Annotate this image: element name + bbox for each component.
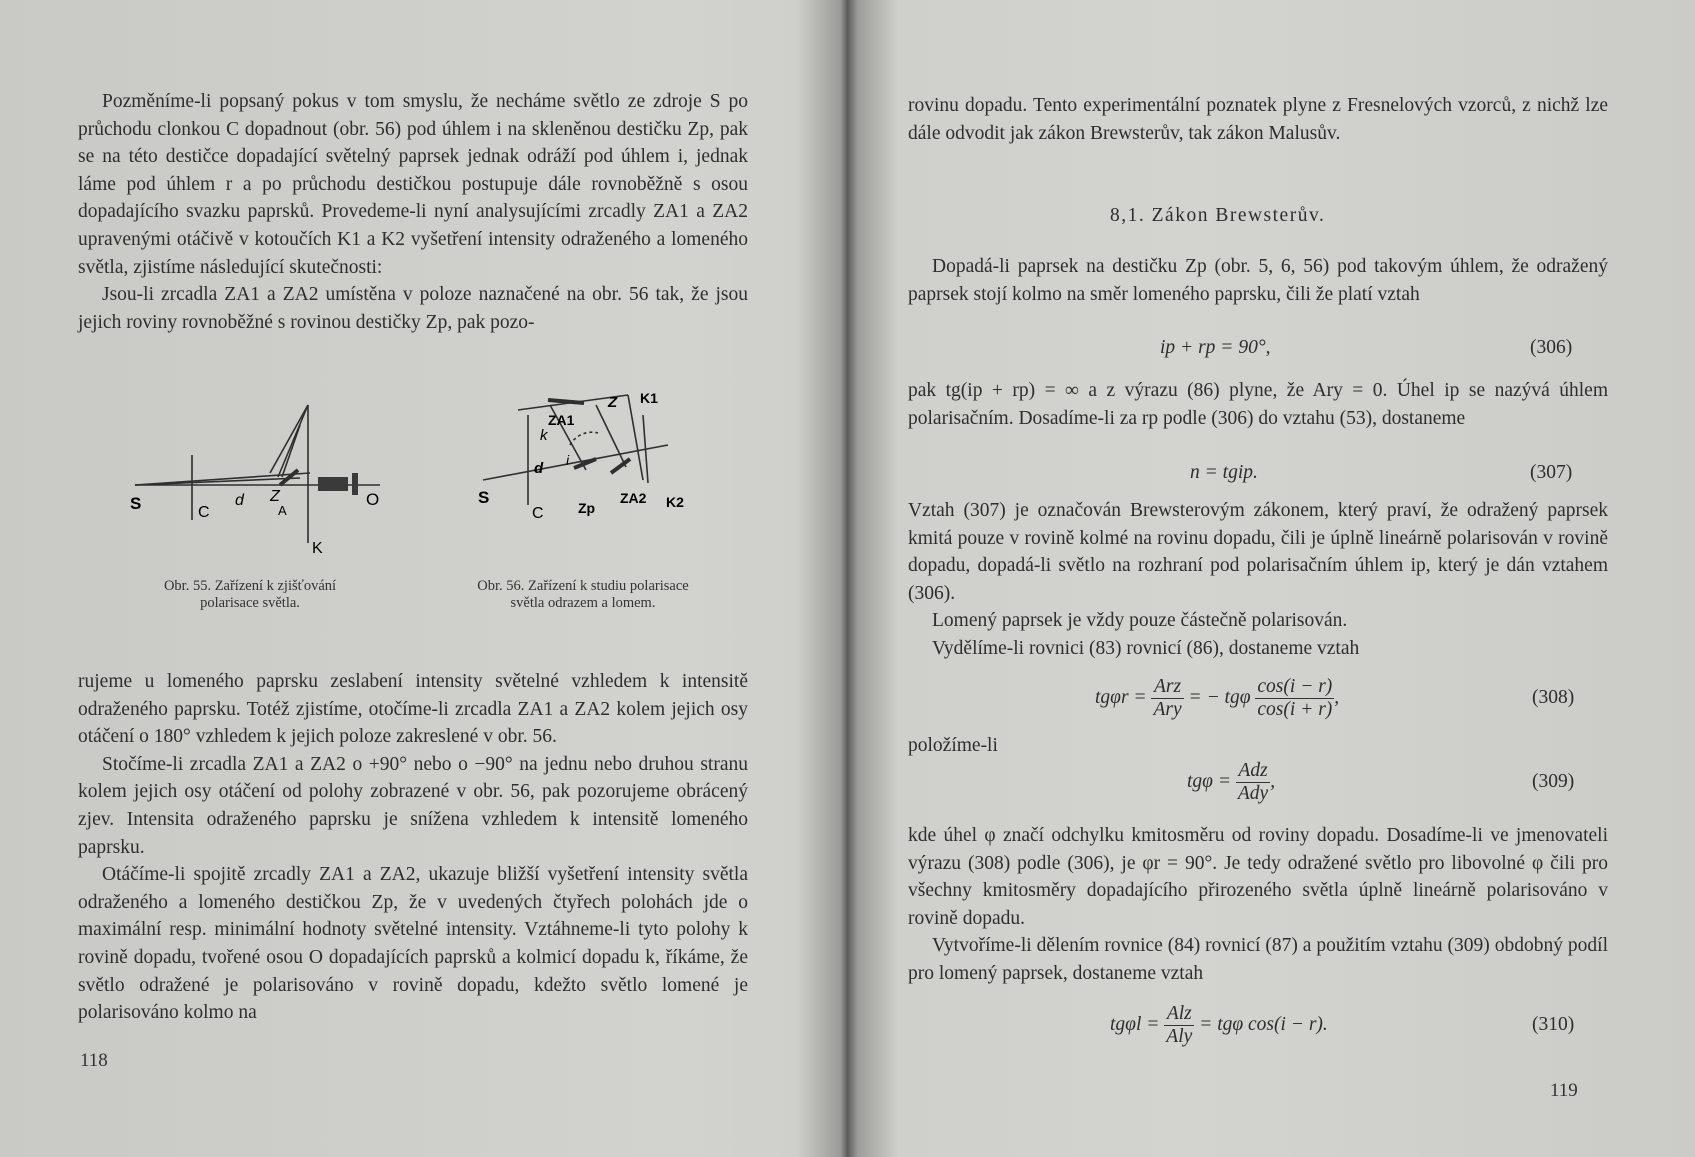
left-page (0, 0, 830, 1157)
eq308-lhs: tgφr = (1095, 686, 1147, 708)
eq309-lhs: tgφ = (1187, 770, 1231, 792)
eq308-mid: = − tgφ (1188, 686, 1251, 708)
left-text-bottom (78, 668, 748, 1027)
eq309-num: Adz (1236, 760, 1270, 783)
right-para-2 (908, 253, 1608, 308)
fig56-label-k: k (540, 427, 548, 444)
figure-55 (120, 385, 390, 560)
equation-306: ip + rp = 90°, (1160, 337, 1271, 358)
equation-310-number: (310) (1532, 1014, 1575, 1035)
eq308-den1: Ary (1153, 699, 1182, 720)
right-para-8: Vytvoříme-li dělením rovnice (84) rovnicí (87) a použitím vztahu (309) obdobný podíl pro lomený paprsek, dostaneme vztah (908, 935, 1608, 984)
eq310-rhs: = tgφ cos(i − r). (1199, 1013, 1328, 1035)
equation-308-number: (308) (1532, 687, 1575, 708)
equation-310 (1110, 1003, 1328, 1048)
eq310-frac (1164, 1003, 1194, 1048)
fig56-label-z: Z (608, 394, 618, 411)
fig56-caption: Obr. 56. Zařízení k studiu polarisace světla odrazem a lomem. (477, 578, 689, 611)
left-para-2: Jsou-li zrcadla ZA1 a ZA2 umístěna v poloze naznačené na obr. 56 tak, že jsou jejich roviny rovnoběžné s rovinou destičky Zp, pak pozo- (78, 284, 748, 333)
right-page-number: 119 (1550, 1080, 1578, 1101)
fig56-label-za1: ZA1 (548, 412, 575, 428)
fig56-label-c: C (532, 505, 544, 522)
eq308-num1: Arz (1151, 676, 1183, 699)
eq308-frac1 (1151, 676, 1183, 721)
eq309-den: Ady (1237, 783, 1269, 804)
eq310-den: Aly (1166, 1026, 1193, 1047)
fig56-label-k1: K1 (640, 390, 658, 406)
right-text-bottom (908, 822, 1608, 988)
fig56-label-za2: ZA2 (620, 490, 647, 506)
fig55-label-d: d (235, 492, 244, 509)
equation-306-number: (306) (1530, 337, 1573, 358)
right-para-4: Vztah (307) je označován Brewsterovým zákonem, který praví, že odražený paprsek kmitá pouze v rovině kolmé na rovinu dopadu, čili je úplně lineárně polarisován v rovině dopadu, dopadá-li světlo na rozhraní pod polarisačním úhlem ip, který je dán vztahem (306). (908, 500, 1608, 604)
right-para-3: pak tg(ip + rp) = ∞ a z výrazu (86) plyne, že Ary = 0. Úhel ip se nazývá úhlem polarisačním. Dosadíme-li za rp podle (306) do vztahu (53), dostaneme (908, 380, 1608, 429)
right-para-7: kde úhel φ značí odchylku kmitosměru od roviny dopadu. Dosadíme-li ve jmenovateli výrazu (308) podle (306), je φr = 90°. Je tedy odražené světlo pro libovolné φ čili pro všechny kmitosměry dopadajícího přirozeného světla úplně lineárně polarisováno v rovině dopadu. (908, 825, 1608, 929)
right-para-1: rovinu dopadu. Tento experimentální poznatek plyne z Fresnelových vzorců, z nichž lze dále odvodit jak zákon Brewsterův, tak zákon Malusův. (908, 95, 1608, 144)
eq309-frac (1236, 760, 1270, 805)
eq308-den2: cos(i + r) (1257, 699, 1333, 720)
left-para-5: Otáčíme-li spojitě zrcadly ZA1 a ZA2, ukazuje bližší vyšetření intensity světla odraženého a lomeného destičkou Zp, že v uvedených čtyřech polohách jde o maximální resp. minimální hodnoty světelné intensity. Vztáhneme-li tyto polohy k rovině dopadu, tvořené osou O dopadajících paprsků a kolmicí dopadu k, říkáme, že světlo odražené je polarisováno v rovině dopadu, kdežto světlo lomené je polarisováno kolmo na (78, 864, 748, 1024)
fig56-label-zp: Zp (578, 500, 596, 516)
fig55-label-k: K (312, 540, 323, 557)
eq310-lhs: tgφl = (1110, 1013, 1160, 1035)
right-para-6: Vydělíme-li rovnici (83) rovnicí (86), dostaneme vztah (932, 637, 1360, 659)
figure-56 (478, 385, 708, 535)
eq310-num: Alz (1164, 1003, 1194, 1026)
equation-309 (1187, 760, 1275, 805)
equation-308 (1095, 676, 1339, 721)
right-para-2-text: Dopadá-li paprsek na destičku Zp (obr. 5, 6, 56) pod takovým úhlem, že odražený paprsek stojí kolmo na směr lomeného paprsku, čili že platí vztah (908, 256, 1608, 305)
polozime-text: položíme-li (908, 735, 998, 756)
left-page-number: 118 (80, 1050, 108, 1071)
right-text-mid (908, 497, 1608, 663)
fig55-block (318, 477, 348, 491)
left-para-3: rujeme u lomeného paprsku zeslabení intensity světelné vzhledem k intensitě odraženého paprsku. Totéž zjistíme, otočíme-li zrcadla ZA1 a ZA2 kolem jejich osy otáčení o 180° vzhledem k jejich poloze zakreslené v obr. 56. (78, 671, 748, 748)
section-heading: 8,1. Zákon Brewsterův. (1110, 205, 1326, 226)
fig55-label-s: S (130, 494, 142, 513)
fig56-label-k2: K2 (666, 494, 684, 510)
eq309-end: , (1270, 770, 1276, 792)
fig56-label-i: i (566, 452, 570, 468)
fig56-label-s: S (478, 488, 490, 507)
equation-307: n = tgip. (1190, 462, 1258, 483)
left-para-4: Stočíme-li zrcadla ZA1 a ZA2 o +90° nebo o −90° na jednu nebo druhou stranu kolem jejich osy otáčení od polohy zobrazené v obr. 56, pak pozorujeme obrácený zjev. Intensita odraženého paprsku je snížena vzhledem k intensitě lomeného paprsku. (78, 753, 748, 858)
right-page (830, 0, 1695, 1157)
left-text-top (78, 88, 748, 336)
fig55-label-c: C (198, 504, 210, 521)
right-para-5: Lomený paprsek je vždy pouze částečně polarisován. (932, 610, 1348, 632)
eq308-frac2 (1255, 676, 1334, 721)
eq308-num2: cos(i − r) (1257, 676, 1333, 697)
eq308-end: , (1334, 686, 1340, 708)
fig55-label-z: Z (270, 488, 280, 505)
fig55-label-a: A (278, 503, 287, 518)
equation-309-number: (309) (1532, 771, 1575, 792)
fig55-caption: Obr. 55. Zařízení k zjišťování polarisace světla. (163, 578, 337, 611)
left-para-1: Pozměníme-li popsaný pokus v tom smyslu, že necháme světlo ze zdroje S po průchodu clonkou C dopadnout (obr. 56) pod úhlem i na skleněnou destičku Zp, pak se na této destičce dopadající světelný paprsek jednak odráží pod úhlem i, jednak láme pod úhlem r a po průchodu destičkou postupuje dále rovnoběžně s osou dopadajícího svazku paprsků. Provedeme-li nyní analysujícími zrcadly ZA1 a ZA2 upravenými otáčivě v kotoučích K1 a K2 vyšetření intensity odraženého a lomeného světla, zjistíme následující skutečnosti: (78, 91, 748, 278)
fig56-label-d: d (534, 460, 544, 477)
equation-307-number: (307) (1530, 462, 1573, 483)
fig55-label-o: O (366, 490, 380, 509)
